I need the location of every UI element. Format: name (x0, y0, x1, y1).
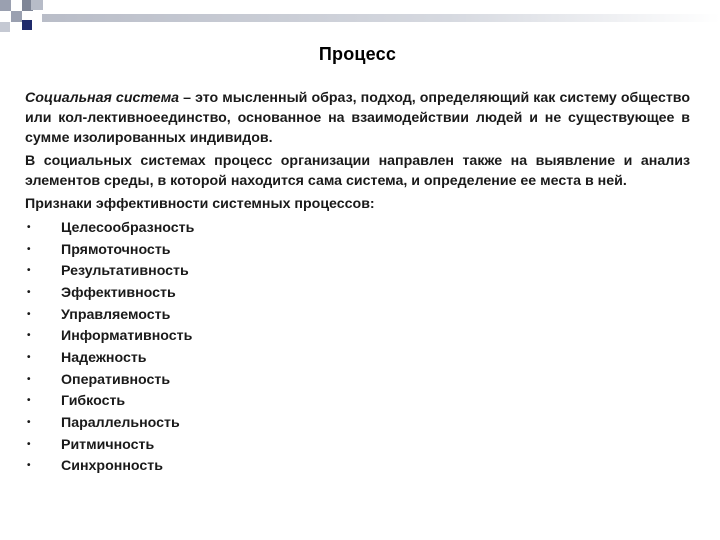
bullet-icon: • (27, 438, 31, 450)
bullet-icon: • (27, 395, 31, 407)
definition-term: Социальная система (25, 90, 180, 106)
list-item (25, 304, 690, 326)
list-item-label: Эффективность (61, 284, 176, 301)
list-item (25, 412, 690, 434)
list-item (25, 456, 690, 478)
bullet-icon: • (27, 243, 31, 255)
organization-paragraph: В социальных системах процесс организации направлен также на выявление и анализ элементов среды, в которой находится сама система, и определение ее места в ней. (25, 153, 690, 189)
bullet-icon: • (27, 330, 31, 342)
list-item-label: Целесообразность (61, 219, 195, 236)
list-item-label: Параллельность (61, 415, 180, 432)
list-item-label: Синхронность (61, 458, 163, 475)
list-item-label: Гибкость (61, 393, 126, 410)
bullet-icon: • (27, 221, 31, 233)
list-item (25, 260, 690, 282)
corner-square-decoration (0, 22, 10, 32)
features-list (25, 217, 690, 477)
list-item-label: Ритмичность (61, 436, 155, 453)
list-item-label: Результативность (61, 263, 189, 280)
bullet-icon: • (27, 460, 31, 472)
bullet-icon: • (27, 286, 31, 298)
list-item (25, 239, 690, 261)
slide-body (25, 88, 690, 477)
list-item-label: Надежность (61, 349, 147, 366)
corner-square-decoration (31, 0, 43, 10)
corner-square-decoration (11, 11, 22, 22)
list-item (25, 434, 690, 456)
list-item-label: Оперативность (61, 371, 171, 388)
corner-square-accent (22, 20, 32, 30)
list-heading: Признаки эффективности системных процессов: (25, 196, 375, 212)
list-item-label: Прямоточность (61, 241, 171, 258)
bullet-icon: • (27, 308, 31, 320)
list-item (25, 347, 690, 369)
list-item (25, 282, 690, 304)
list-item (25, 391, 690, 413)
corner-square-decoration (0, 11, 11, 22)
top-gradient-bar (42, 14, 720, 22)
corner-square-decoration (0, 0, 11, 11)
bullet-icon: • (27, 351, 31, 363)
definition-paragraph (25, 88, 690, 148)
list-item (25, 325, 690, 347)
list-item (25, 217, 690, 239)
definition-text: – это мысленный образ, подход, определяющий как систему общество или кол-лективноеединство, основанное на взаимодействии людей и не существующее в сумме изолированных индивидов. (25, 90, 690, 146)
slide-title: Процесс (318, 44, 397, 64)
bullet-icon: • (27, 417, 31, 429)
list-item-label: Информативность (61, 328, 193, 345)
list-item (25, 369, 690, 391)
bullet-icon: • (27, 373, 31, 385)
bullet-icon: • (27, 265, 31, 277)
list-item-label: Управляемость (61, 306, 171, 323)
